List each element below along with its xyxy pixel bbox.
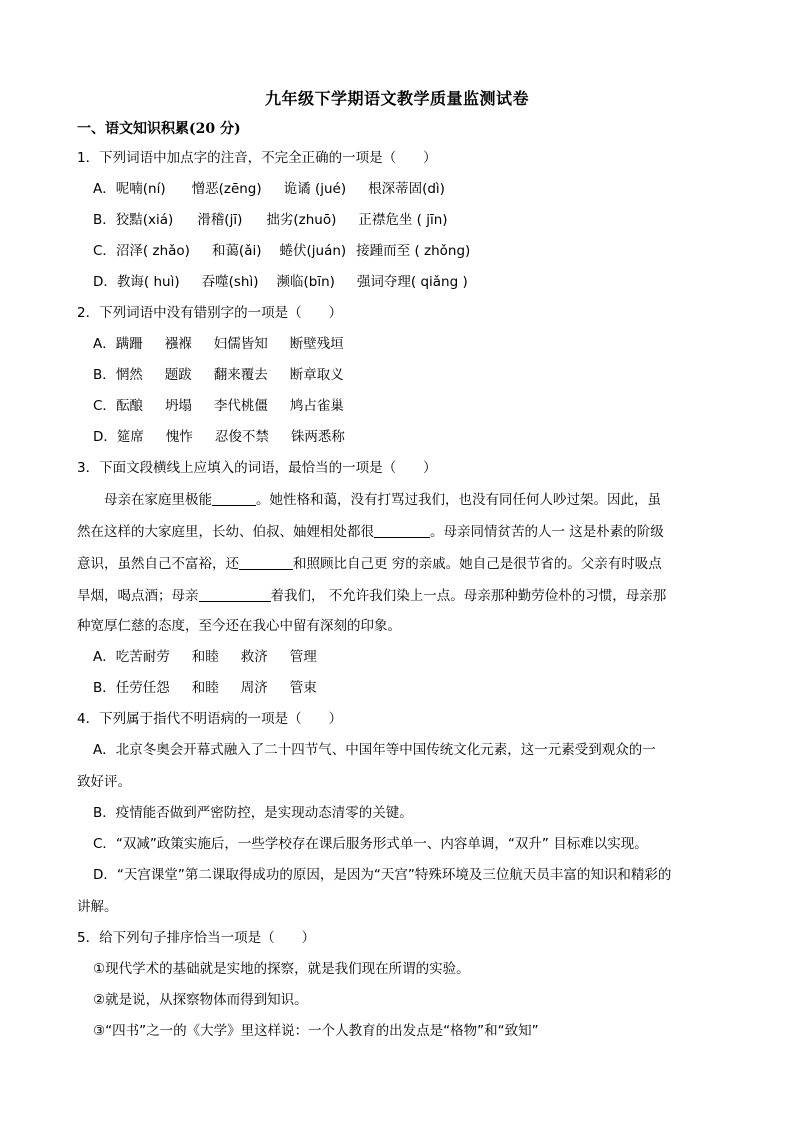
question-2-option-b <box>93 363 344 383</box>
option-word: 李代桃僵 <box>213 398 268 414</box>
option-word: 任劳任怨 <box>115 680 170 696</box>
option-word: 蜷伏(juán) <box>279 243 347 259</box>
question-1-option-a <box>93 177 445 197</box>
fill-blank-3 <box>239 555 293 570</box>
passage-text: 旱烟，喝点酒；母亲 <box>77 588 199 604</box>
option-word: 接踵而至 ( zhǒng) <box>356 243 471 259</box>
fill-blank-2 <box>374 523 430 538</box>
option-word: 酝酿 <box>115 398 143 414</box>
option-word: 鸠占雀巢 <box>289 398 344 414</box>
passage-line: 种宽厚仁慈的态度，至今还在我心中留有深刻的印象。 <box>77 618 401 634</box>
option-label: D． <box>93 274 117 290</box>
question-5-sentence-1: ①现代学术的基础就是实地的探察，就是我们现在所谓的实验。 <box>93 961 470 977</box>
option-word: 呢喃(ní) <box>115 181 166 197</box>
passage-line <box>77 552 662 572</box>
question-5-sentence-3: ③“四书”之一的《大学》里这样说：一个人教育的出发点是“格物”和“致知” <box>93 1023 539 1039</box>
option-word: 惘然 <box>115 367 143 383</box>
passage-text: 和照顾比自己更 穷的亲戚。她自己是很节省的。父亲有时吸点 <box>293 556 662 572</box>
option-word: 断章取义 <box>289 367 344 383</box>
question-1-option-d <box>93 270 468 290</box>
option-label: A． <box>93 649 116 665</box>
option-word: 憎恶(zēng) <box>191 181 262 197</box>
question-3-stem: 3．下面文段横线上应填入的词语，最恰当的一项是（ ） <box>77 460 437 476</box>
option-word: 题跋 <box>164 367 192 383</box>
question-2-stem: 2．下列词语中没有错别字的一项是（ ） <box>77 305 343 321</box>
option-word: 和睦 <box>191 680 219 696</box>
passage-text: 然在这样的大家庭里，长幼、伯叔、妯娌相处都很 <box>77 524 374 540</box>
question-4-option-b: B．疫情能否做到严密防控，是实现动态清零的关键。 <box>93 805 413 821</box>
page-title: 九年级下学期语文教学质量监测试卷 <box>264 89 529 108</box>
option-label: A． <box>93 336 116 352</box>
option-word: 吃苦耐劳 <box>115 649 170 665</box>
question-5-sentence-2: ②就是说，从探察物体而得到知识。 <box>93 992 308 1008</box>
option-word: 翻来覆去 <box>213 367 268 383</box>
fill-blank-4 <box>199 587 271 602</box>
option-label: B． <box>93 212 116 228</box>
option-word: 教诲( huì) <box>116 274 180 290</box>
option-word: 拙劣(zhuō) <box>266 212 337 228</box>
question-1-stem: 1．下列词语中加点字的注音，不完全正确的一项是（ ） <box>77 150 437 166</box>
option-word: 濒临(bīn) <box>276 274 335 290</box>
option-word: 管束 <box>289 680 317 696</box>
option-word: 铢两悉称 <box>290 429 345 445</box>
passage-text: 意识，虽然自己不富裕，还 <box>77 556 239 572</box>
option-label: B． <box>93 367 116 383</box>
option-word: 强词夺理( qiǎng ) <box>356 274 468 290</box>
question-4-stem: 4．下列属于指代不明语病的一项是（ ） <box>77 711 343 727</box>
passage-line <box>104 488 661 508</box>
passage-text: 。母亲同情贫苦的人一 这是朴素的阶级 <box>430 524 664 540</box>
passage-text: 。她性格和蔼，没有打骂过我们，也没有同任何人吵过架。因此，虽 <box>256 492 661 508</box>
fill-blank-1 <box>212 491 256 506</box>
option-word: 和蔼(ǎi) <box>211 243 262 259</box>
option-word: 蹒跚 <box>115 336 143 352</box>
question-4-option-a: A．北京冬奥会开幕式融入了二十四节气、中国年等中国传统文化元素，这一元素受到观众的一 <box>93 742 656 758</box>
option-word: 坍塌 <box>164 398 192 414</box>
option-word: 吞噬(shì) <box>201 274 259 290</box>
option-word: 救济 <box>240 649 268 665</box>
option-label: A． <box>93 181 116 197</box>
question-5-stem: 5．给下列句子排序恰当一项是（ ） <box>77 930 316 946</box>
option-word: 妇儒皆知 <box>213 336 268 352</box>
option-word: 诡谲 (jué) <box>283 181 347 197</box>
question-1-option-c <box>93 239 470 259</box>
option-word: 管理 <box>289 649 317 665</box>
question-2-option-a <box>93 332 344 352</box>
passage-line <box>77 520 664 540</box>
question-2-option-c <box>93 394 344 414</box>
option-word: 狡黠(xiá) <box>115 212 174 228</box>
passage-text: 母亲在家庭里极能 <box>104 492 212 508</box>
question-4-option-d: D．“天宫课堂”第二课取得成功的原因，是因为“天宫”特殊环境及三位航天员丰富的知识和精彩的 <box>93 867 672 883</box>
question-3-option-a <box>93 645 317 665</box>
option-word: 正襟危坐 ( jīn) <box>358 212 448 228</box>
option-word: 筵席 <box>116 429 144 445</box>
section-heading: 一、语文知识积累(20 分) <box>77 121 241 137</box>
option-word: 和睦 <box>191 649 219 665</box>
passage-line <box>77 584 666 604</box>
option-word: 忍俊不禁 <box>214 429 269 445</box>
option-word: 周济 <box>240 680 268 696</box>
option-label: D． <box>93 429 117 445</box>
question-4-option-c: C．“双减”政策实施后，一些学校存在课后服务形式单一、内容单调，“双升” 目标难以实现。 <box>93 836 648 852</box>
option-word: 滑稽(jī) <box>197 212 243 228</box>
option-label: B． <box>93 680 116 696</box>
question-4-option-a-cont: 致好评。 <box>77 774 131 790</box>
question-4-option-d-cont: 讲解。 <box>77 899 118 915</box>
option-label: C． <box>93 243 116 259</box>
option-word: 断壁残垣 <box>289 336 344 352</box>
question-1-option-b <box>93 208 448 228</box>
passage-text: 着我们， 不允许我们染上一点。母亲那种勤劳俭朴的习惯，母亲那 <box>270 588 667 604</box>
option-label: C． <box>93 398 116 414</box>
question-3-option-b <box>93 676 317 696</box>
option-word: 沼泽( zhǎo) <box>115 243 190 259</box>
option-word: 襁褓 <box>164 336 192 352</box>
option-word: 愧怍 <box>165 429 193 445</box>
question-2-option-d <box>93 425 345 445</box>
option-word: 根深蒂固(dì) <box>368 181 445 197</box>
